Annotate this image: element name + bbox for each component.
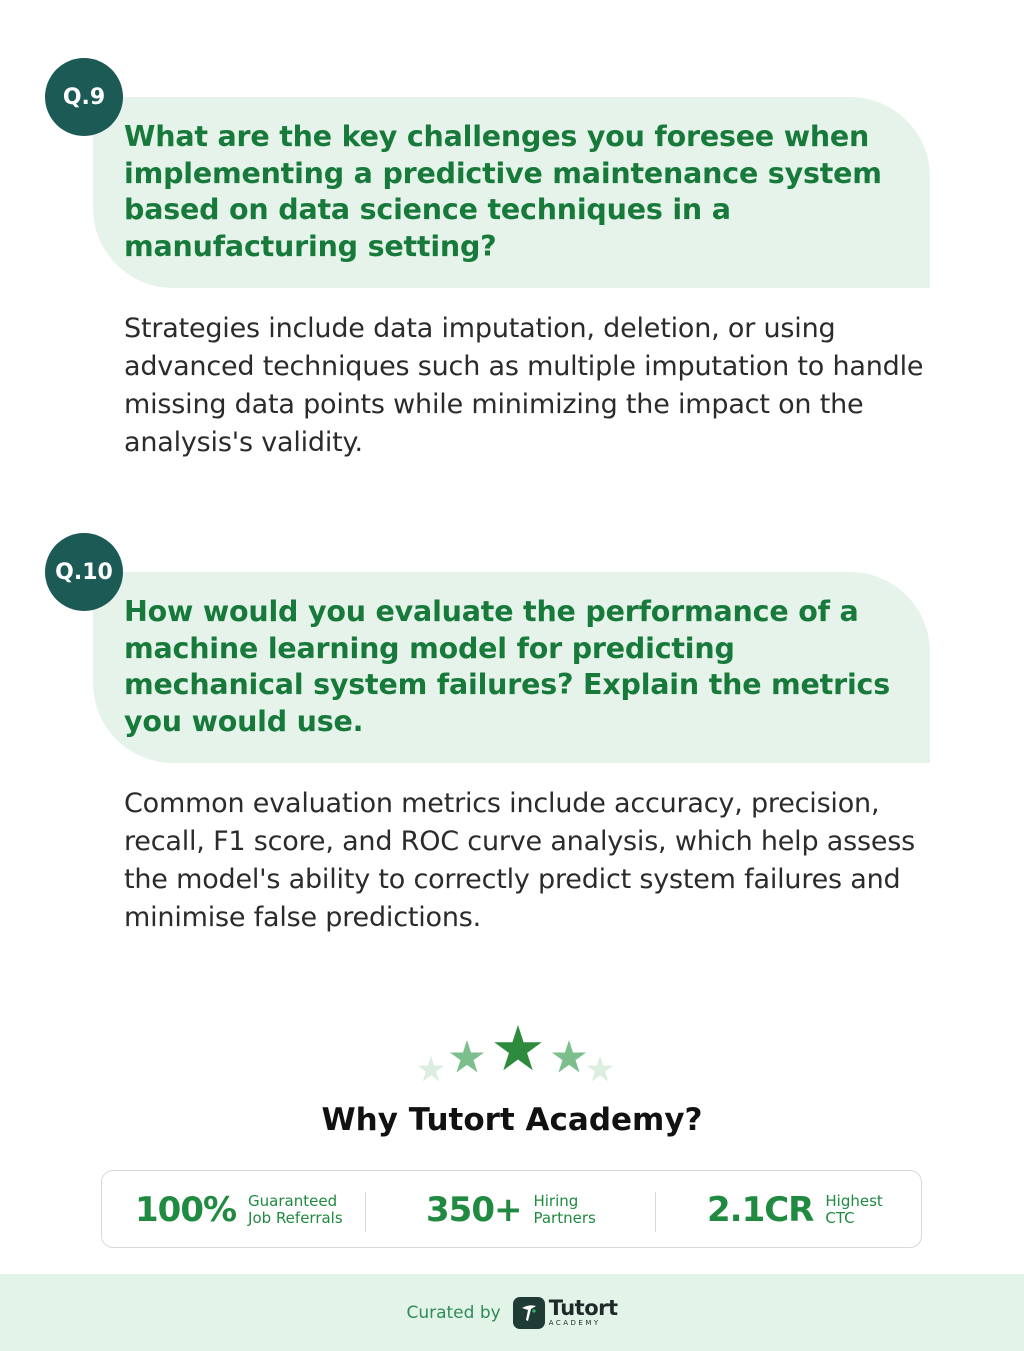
star-icon: [552, 1040, 586, 1073]
stat-ctc: [707, 1171, 883, 1249]
stat-label-line: Partners: [533, 1209, 596, 1227]
answer-text: Strategies include data imputation, deletion, or using advanced techniques such as multiple imputation to handle missing data points while minimizing the impact on the analysis's validity.: [124, 313, 924, 458]
answer-text: Common evaluation metrics include accuracy, precision, recall, F1 score, and ROC curve analysis, which help assess the model's ability to correctly predict system failures and minimise false predictions.: [124, 788, 916, 933]
stat-label-line: Guaranteed: [248, 1192, 338, 1210]
stats-card: [101, 1170, 922, 1248]
why-title: Why Tutort Academy?: [321, 1102, 703, 1138]
logo-text: [549, 1298, 618, 1327]
stat-partners: [426, 1171, 596, 1249]
stat-label-line: Highest: [825, 1192, 883, 1210]
footer: [0, 1274, 1024, 1351]
logo-name: Tutort: [548, 1296, 618, 1320]
tutort-logo-icon: [513, 1297, 545, 1329]
stat-label: [825, 1193, 882, 1227]
divider: [655, 1192, 656, 1232]
divider: [365, 1192, 366, 1232]
stat-label: [248, 1193, 343, 1227]
stat-label: [533, 1193, 595, 1227]
star-icon: [450, 1040, 484, 1073]
question-box: [93, 97, 930, 288]
question-number-badge: Q.10: [45, 533, 123, 611]
stat-label-line: CTC: [825, 1209, 855, 1227]
question-text: What are the key challenges you foresee when implementing a predictive maintenance system based on data science techniques in a manufacturing setting?: [124, 120, 882, 263]
star-icon: [587, 1056, 614, 1081]
stat-value: 100%: [135, 1190, 237, 1230]
stat-value: 2.1CR: [707, 1190, 814, 1230]
curated-by-text: Curated by: [406, 1302, 501, 1323]
star-icon: [494, 1025, 542, 1070]
question-text: How would you evaluate the performance of a machine learning model for predicting mechanical system failures? Explain the metrics you would use.: [124, 595, 890, 738]
stat-label-line: Job Referrals: [248, 1209, 343, 1227]
stat-referrals: [135, 1171, 343, 1249]
question-box: [93, 572, 930, 763]
question-number-badge: Q.9: [45, 58, 123, 136]
stat-value: 350+: [426, 1190, 522, 1230]
star-icon: [418, 1056, 445, 1081]
stat-label-line: Hiring: [533, 1192, 579, 1210]
logo-sub: ACADEMY: [548, 1319, 601, 1327]
